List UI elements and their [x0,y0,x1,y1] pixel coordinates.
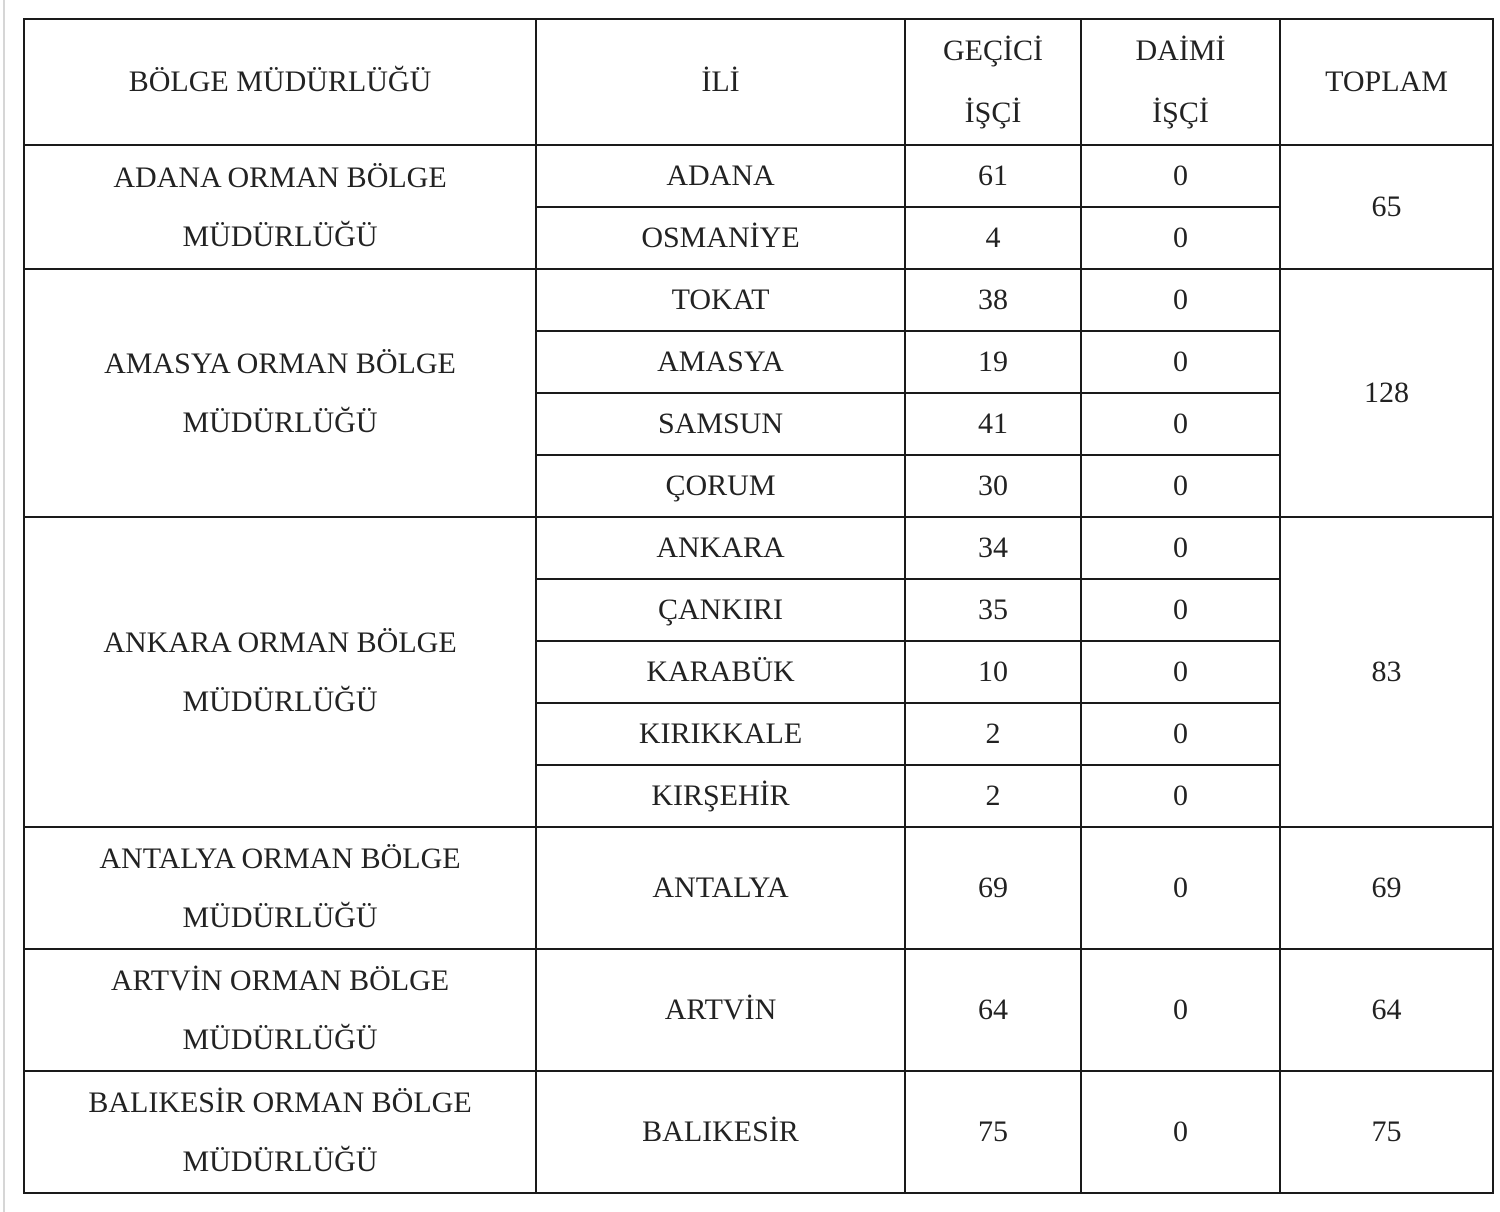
region-name-cell [24,145,536,269]
province-cell: KIRŞEHİR [536,765,905,827]
temporary-workers-cell: 2 [905,703,1081,765]
temporary-workers-cell: 4 [905,207,1081,269]
header-temporary-line1: GEÇİCİ [943,34,1043,67]
workers-table [23,18,1494,1194]
permanent-workers-cell: 0 [1081,393,1280,455]
province-cell: ADANA [536,145,905,207]
temporary-workers-cell: 35 [905,579,1081,641]
region-name-line1: BALIKESİR ORMAN BÖLGE [88,1086,472,1119]
temporary-workers-cell: 2 [905,765,1081,827]
province-cell: SAMSUN [536,393,905,455]
province-cell: ÇORUM [536,455,905,517]
page-edge-line [3,0,5,1212]
region-name-line2: MÜDÜRLÜĞÜ [182,1023,378,1056]
permanent-workers-cell: 0 [1081,949,1280,1071]
permanent-workers-cell: 0 [1081,269,1280,331]
temporary-workers-cell: 41 [905,393,1081,455]
region-name-cell [24,517,536,827]
region-name-line2: MÜDÜRLÜĞÜ [182,220,378,253]
temporary-workers-cell: 30 [905,455,1081,517]
province-cell: AMASYA [536,331,905,393]
table-row [24,827,1493,949]
permanent-workers-cell: 0 [1081,1071,1280,1193]
region-name-line2: MÜDÜRLÜĞÜ [182,685,378,718]
permanent-workers-cell: 0 [1081,331,1280,393]
permanent-workers-cell: 0 [1081,579,1280,641]
table-row [24,269,1493,331]
permanent-workers-cell: 0 [1081,207,1280,269]
province-cell: KIRIKKALE [536,703,905,765]
permanent-workers-cell: 0 [1081,641,1280,703]
header-region: BÖLGE MÜDÜRLÜĞÜ [24,19,536,145]
province-cell: ANKARA [536,517,905,579]
region-total-cell: 65 [1280,145,1493,269]
temporary-workers-cell: 64 [905,949,1081,1071]
permanent-workers-cell: 0 [1081,765,1280,827]
permanent-workers-cell: 0 [1081,703,1280,765]
region-name-cell [24,827,536,949]
table-row [24,145,1493,207]
header-row [24,19,1493,145]
region-total-cell: 75 [1280,1071,1493,1193]
temporary-workers-cell: 10 [905,641,1081,703]
permanent-workers-cell: 0 [1081,145,1280,207]
region-name-line2: MÜDÜRLÜĞÜ [182,406,378,439]
header-permanent-line2: İŞÇİ [1152,96,1209,129]
header-province: İLİ [536,19,905,145]
region-name-cell [24,269,536,517]
province-cell: KARABÜK [536,641,905,703]
province-cell: ANTALYA [536,827,905,949]
header-permanent-line1: DAİMİ [1135,34,1226,67]
temporary-workers-cell: 38 [905,269,1081,331]
table-row [24,1071,1493,1193]
region-name-line1: ADANA ORMAN BÖLGE [113,161,447,194]
region-name-line2: MÜDÜRLÜĞÜ [182,901,378,934]
table-row [24,517,1493,579]
region-name-line1: ARTVİN ORMAN BÖLGE [110,964,450,997]
province-cell: BALIKESİR [536,1071,905,1193]
temporary-workers-cell: 34 [905,517,1081,579]
region-total-cell: 69 [1280,827,1493,949]
region-total-cell: 83 [1280,517,1493,827]
temporary-workers-cell: 61 [905,145,1081,207]
table-row [24,949,1493,1071]
temporary-workers-cell: 69 [905,827,1081,949]
region-name-line1: ANTALYA ORMAN BÖLGE [99,842,461,875]
region-name-line1: AMASYA ORMAN BÖLGE [104,347,456,380]
header-total: TOPLAM [1280,19,1493,145]
header-temporary-workers [905,19,1081,145]
province-cell: ÇANKIRI [536,579,905,641]
province-cell: OSMANİYE [536,207,905,269]
permanent-workers-cell: 0 [1081,455,1280,517]
region-total-cell: 128 [1280,269,1493,517]
province-cell: TOKAT [536,269,905,331]
header-permanent-workers [1081,19,1280,145]
province-cell: ARTVİN [536,949,905,1071]
permanent-workers-cell: 0 [1081,517,1280,579]
header-temporary-line2: İŞÇİ [964,96,1022,129]
region-name-cell [24,949,536,1071]
temporary-workers-cell: 19 [905,331,1081,393]
temporary-workers-cell: 75 [905,1071,1081,1193]
region-name-cell [24,1071,536,1193]
region-total-cell: 64 [1280,949,1493,1071]
permanent-workers-cell: 0 [1081,827,1280,949]
table-body [24,145,1493,1193]
region-name-line1: ANKARA ORMAN BÖLGE [103,626,457,659]
region-name-line2: MÜDÜRLÜĞÜ [182,1145,378,1178]
